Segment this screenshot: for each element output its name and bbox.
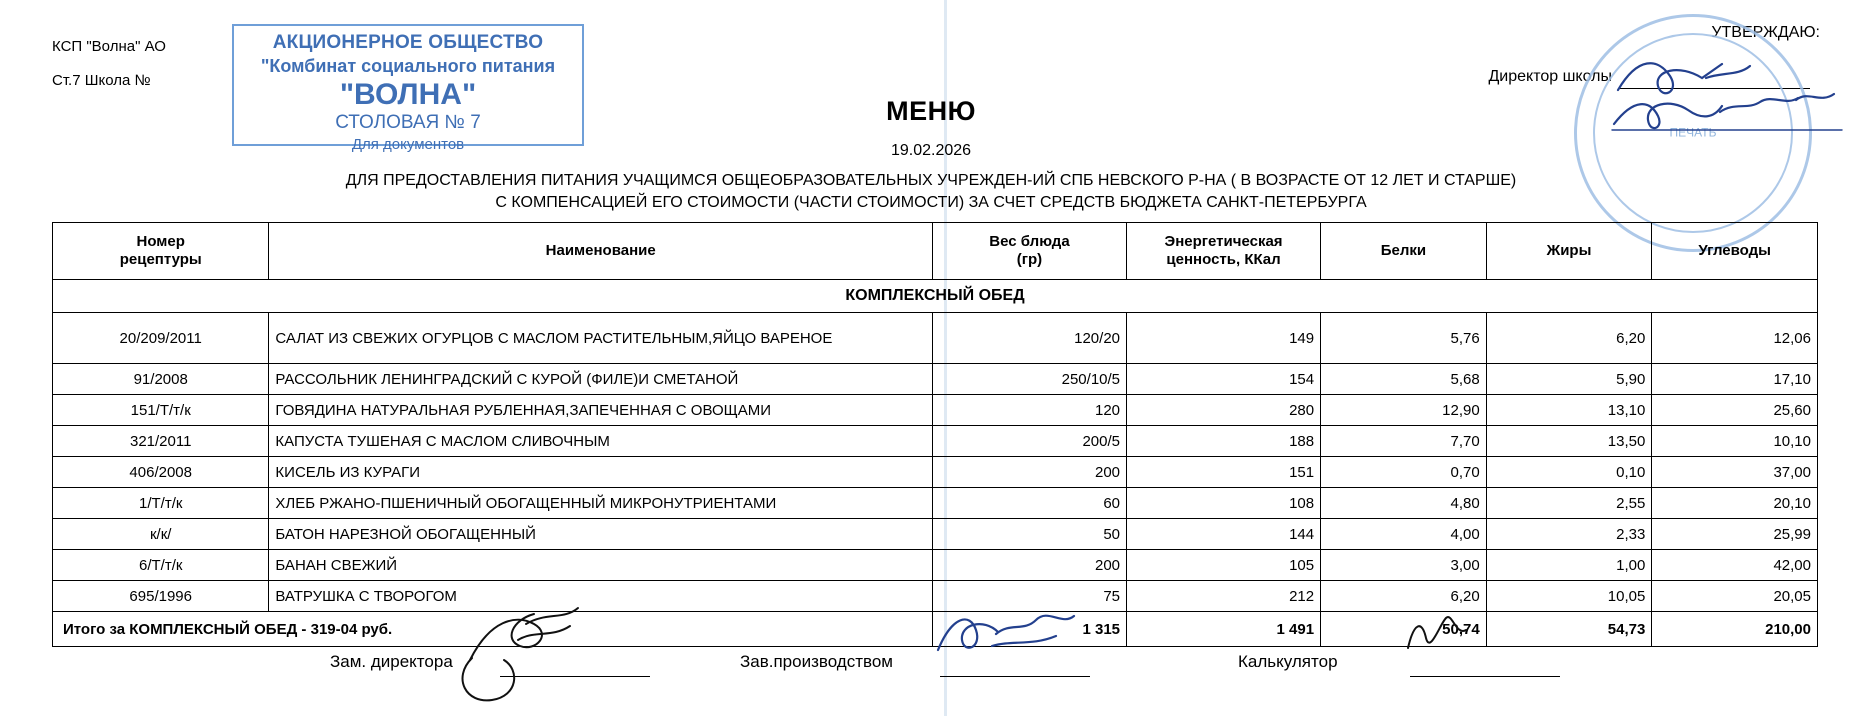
energy-label-line1: Энергетическая — [1164, 233, 1283, 250]
menu-table-header — [53, 223, 1818, 280]
table-row — [53, 581, 1818, 612]
cell-weight: 200 — [932, 457, 1126, 488]
cell-weight: 120/20 — [932, 313, 1126, 364]
menu-table-body — [53, 280, 1818, 647]
cell-fat: 13,50 — [1486, 426, 1652, 457]
cell-carbs: 37,00 — [1652, 457, 1818, 488]
total-energy: 1 491 — [1127, 612, 1321, 647]
cell-protein: 6,20 — [1321, 581, 1487, 612]
cell-energy: 212 — [1127, 581, 1321, 612]
cell-fat: 2,55 — [1486, 488, 1652, 519]
cell-dish-name: ГОВЯДИНА НАТУРАЛЬНАЯ РУБЛЕННАЯ,ЗАПЕЧЕННАЯ С ОВОЩАМИ — [269, 395, 933, 426]
stamp-line-5: Для документов — [351, 135, 465, 153]
cell-fat: 1,00 — [1486, 550, 1652, 581]
column-header-recipe-number — [53, 223, 269, 280]
energy-label-line2: ценность, ККал — [1166, 251, 1281, 268]
cell-recipe-number: 20/209/2011 — [53, 313, 269, 364]
table-row — [53, 395, 1818, 426]
approval-label: УТВЕРЖДАЮ: — [1711, 24, 1820, 41]
cell-protein: 12,90 — [1321, 395, 1487, 426]
cell-dish-name: БАНАН СВЕЖИЙ — [269, 550, 933, 581]
column-header-energy — [1127, 223, 1321, 280]
table-row — [53, 457, 1818, 488]
table-total-row — [53, 612, 1818, 647]
organization-header — [52, 30, 166, 98]
table-row — [53, 519, 1818, 550]
column-header-carbs: Углеводы — [1652, 223, 1818, 280]
cell-energy: 149 — [1127, 313, 1321, 364]
cell-carbs: 10,10 — [1652, 426, 1818, 457]
menu-subtitle-2: С КОМПЕНСАЦИЕЙ ЕГО СТОИМОСТИ (ЧАСТИ СТОИМОСТИ) ЗА СЧЕТ СРЕДСТВ БЮДЖЕТА САНКТ-ПЕТЕРБУРГА — [495, 194, 1367, 211]
cell-recipe-number: 6/Т/т/к — [53, 550, 269, 581]
calculator-signature-line — [1410, 676, 1560, 677]
cell-fat: 6,20 — [1486, 313, 1652, 364]
cell-carbs: 20,05 — [1652, 581, 1818, 612]
table-row — [53, 550, 1818, 581]
table-row — [53, 426, 1818, 457]
total-label: Итого за КОМПЛЕКСНЫЙ ОБЕД - 319-04 руб. — [53, 612, 933, 647]
cell-weight: 120 — [932, 395, 1126, 426]
cell-recipe-number: 91/2008 — [53, 364, 269, 395]
total-protein: 50,74 — [1321, 612, 1487, 647]
table-row — [53, 313, 1818, 364]
column-header-protein: Белки — [1321, 223, 1487, 280]
weight-label-line2: (гр) — [1016, 251, 1043, 268]
company-stamp — [232, 24, 584, 153]
cell-dish-name: САЛАТ ИЗ СВЕЖИХ ОГУРЦОВ С МАСЛОМ РАСТИТЕЛЬНЫМ,ЯЙЦО ВАРЕНОЕ — [269, 313, 933, 364]
section-row — [53, 280, 1818, 313]
page-title: МЕНЮ — [886, 96, 976, 126]
director-label: Директор школы — [1488, 68, 1612, 85]
org-name: КСП "Волна" АО — [52, 38, 166, 55]
menu-date: 19.02.2026 — [890, 142, 972, 159]
cell-recipe-number: 151/Т/т/к — [53, 395, 269, 426]
cell-carbs: 17,10 — [1652, 364, 1818, 395]
cell-energy: 154 — [1127, 364, 1321, 395]
cell-weight: 50 — [932, 519, 1126, 550]
production-manager-signature-line — [940, 676, 1090, 677]
cell-dish-name: ХЛЕБ РЖАНО-ПШЕНИЧНЫЙ ОБОГАЩЕННЫЙ МИКРОНУТРИЕНТАМИ — [269, 488, 933, 519]
total-carbs: 210,00 — [1652, 612, 1818, 647]
recipe-number-label-line1: Номер — [136, 233, 185, 250]
menu-subtitle-1: ДЛЯ ПРЕДОСТАВЛЕНИЯ ПИТАНИЯ УЧАЩИМСЯ ОБЩЕОБРАЗОВАТЕЛЬНЫХ УЧРЕЖДЕН-ИЙ СПБ НЕВСКОГО Р-НА ( В ВОЗРАСТЕ ОТ 12 ЛЕТ И СТАРШЕ) — [345, 172, 1517, 189]
stamp-line-1: АКЦИОНЕРНОЕ ОБЩЕСТВО — [272, 32, 544, 53]
cell-recipe-number: 1/Т/т/к — [53, 488, 269, 519]
column-header-name: Наименование — [269, 223, 933, 280]
cell-carbs: 20,10 — [1652, 488, 1818, 519]
cell-carbs: 42,00 — [1652, 550, 1818, 581]
table-row — [53, 364, 1818, 395]
cell-protein: 4,00 — [1321, 519, 1487, 550]
stamp-line-3: "ВОЛНА" — [339, 77, 477, 111]
cell-weight: 75 — [932, 581, 1126, 612]
production-manager-label: Зав.производством — [740, 652, 893, 671]
cell-weight: 200 — [932, 550, 1126, 581]
cell-protein: 7,70 — [1321, 426, 1487, 457]
cell-dish-name: ВАТРУШКА С ТВОРОГОМ — [269, 581, 933, 612]
cell-energy: 105 — [1127, 550, 1321, 581]
cell-recipe-number: 695/1996 — [53, 581, 269, 612]
cell-energy: 188 — [1127, 426, 1321, 457]
cell-recipe-number: 406/2008 — [53, 457, 269, 488]
cell-energy: 144 — [1127, 519, 1321, 550]
calculator-label: Калькулятор — [1238, 652, 1338, 671]
school-number: Ст.7 Школа № — [52, 72, 151, 89]
cell-energy: 280 — [1127, 395, 1321, 426]
cell-protein: 5,76 — [1321, 313, 1487, 364]
cell-protein: 0,70 — [1321, 457, 1487, 488]
cell-dish-name: РАССОЛЬНИК ЛЕНИНГРАДСКИЙ С КУРОЙ (ФИЛЕ)И СМЕТАНОЙ — [269, 364, 933, 395]
column-header-fat: Жиры — [1486, 223, 1652, 280]
cell-protein: 3,00 — [1321, 550, 1487, 581]
total-fat: 54,73 — [1486, 612, 1652, 647]
round-seal — [1574, 14, 1812, 252]
stamp-line-2: "Комбинат социального питания — [260, 55, 556, 76]
deputy-director-label: Зам. директора — [330, 652, 453, 671]
cell-protein: 5,68 — [1321, 364, 1487, 395]
cell-fat: 13,10 — [1486, 395, 1652, 426]
cell-energy: 108 — [1127, 488, 1321, 519]
cell-dish-name: КИСЕЛЬ ИЗ КУРАГИ — [269, 457, 933, 488]
cell-energy: 151 — [1127, 457, 1321, 488]
menu-table — [52, 222, 1818, 647]
cell-dish-name: БАТОН НАРЕЗНОЙ ОБОГАЩЕННЫЙ — [269, 519, 933, 550]
total-weight: 1 315 — [932, 612, 1126, 647]
seal-inner-text: ПЕЧАТЬ — [1669, 125, 1717, 140]
table-row — [53, 488, 1818, 519]
cell-fat: 0,10 — [1486, 457, 1652, 488]
cell-weight: 200/5 — [932, 426, 1126, 457]
cell-fat: 2,33 — [1486, 519, 1652, 550]
cell-weight: 60 — [932, 488, 1126, 519]
cell-recipe-number: 321/2011 — [53, 426, 269, 457]
cell-carbs: 25,60 — [1652, 395, 1818, 426]
section-title: КОМПЛЕКСНЫЙ ОБЕД — [53, 280, 1818, 313]
recipe-number-label-line2: рецептуры — [119, 251, 202, 268]
cell-protein: 4,80 — [1321, 488, 1487, 519]
stamp-line-4: СТОЛОВАЯ № 7 — [335, 112, 481, 134]
deputy-director-signature-line — [500, 676, 650, 677]
table-header-row — [53, 223, 1818, 280]
cell-fat: 5,90 — [1486, 364, 1652, 395]
cell-dish-name: КАПУСТА ТУШЕНАЯ С МАСЛОМ СЛИВОЧНЫМ — [269, 426, 933, 457]
cell-fat: 10,05 — [1486, 581, 1652, 612]
weight-label-line1: Вес блюда — [989, 233, 1070, 250]
cell-weight: 250/10/5 — [932, 364, 1126, 395]
cell-recipe-number: к/к/ — [53, 519, 269, 550]
cell-carbs: 12,06 — [1652, 313, 1818, 364]
cell-carbs: 25,99 — [1652, 519, 1818, 550]
column-header-weight — [932, 223, 1126, 280]
